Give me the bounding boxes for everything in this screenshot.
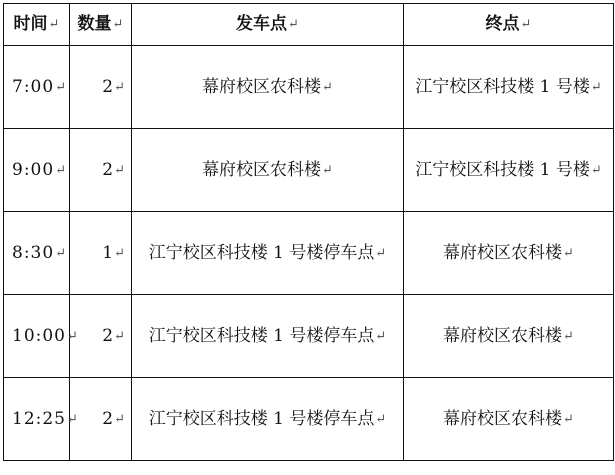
destination-point: 江宁校区科技楼 1 号楼 [415,76,590,97]
vehicle-count: 1 [102,242,114,263]
paragraph-mark-icon: ↵ [48,17,60,32]
header-row [4,4,614,46]
count-cell [70,129,132,212]
bus-schedule-table [3,3,614,461]
departure-point: 江宁校区科技楼 1 号楼停车点 [148,325,375,346]
paragraph-mark-icon: ↵ [55,162,68,178]
paragraph-mark-icon: ↵ [114,328,125,344]
destination-point: 江宁校区科技楼 1 号楼 [415,159,590,180]
paragraph-mark-icon: ↵ [590,79,602,95]
time-cell [4,129,70,212]
paragraph-mark-icon: ↵ [563,245,574,261]
time-cell [4,212,70,295]
paragraph-mark-icon: ↵ [114,245,125,261]
destination-cell [404,212,614,295]
departure-time: 9:00 [12,159,55,180]
vehicle-count: 2 [102,159,114,180]
header-time-label: 时间 [13,14,48,34]
paragraph-mark-icon: ↵ [112,17,124,32]
paragraph-mark-icon: ↵ [114,79,125,95]
header-count-label: 数量 [77,14,112,34]
departure-time: 8:30 [12,242,55,263]
vehicle-count: 2 [102,76,114,97]
table-row [4,129,614,212]
paragraph-mark-icon: ↵ [375,411,387,427]
time-cell [4,46,70,129]
time-cell [4,295,79,378]
paragraph-mark-icon: ↵ [375,328,387,344]
table-row [4,295,614,378]
departure-cell [132,212,404,295]
count-cell [70,46,132,129]
departure-point: 幕府校区农科楼 [202,159,322,180]
paragraph-mark-icon: ↵ [67,411,79,427]
departure-cell [132,46,404,129]
time-cell [4,378,79,461]
header-destination [404,4,614,46]
paragraph-mark-icon: ↵ [114,411,125,427]
departure-time: 12:25 [12,408,66,429]
table-row [4,378,614,461]
departure-cell [132,129,404,212]
paragraph-mark-icon: ↵ [67,328,79,344]
paragraph-mark-icon: ↵ [520,17,532,32]
vehicle-count: 2 [102,325,114,346]
paragraph-mark-icon: ↵ [114,162,125,178]
paragraph-mark-icon: ↵ [55,79,68,95]
departure-cell [132,295,404,378]
header-departure [132,4,404,46]
destination-point: 幕府校区农科楼 [443,408,563,429]
header-time [4,4,70,46]
table-row [4,212,614,295]
header-departure-label: 发车点 [236,14,288,34]
header-count [70,4,132,46]
departure-point: 幕府校区农科楼 [202,76,322,97]
header-destination-label: 终点 [485,14,520,34]
paragraph-mark-icon: ↵ [322,79,333,95]
paragraph-mark-icon: ↵ [55,245,68,261]
paragraph-mark-icon: ↵ [563,411,574,427]
count-cell [70,212,132,295]
paragraph-mark-icon: ↵ [375,245,387,261]
paragraph-mark-icon: ↵ [563,328,574,344]
destination-cell [404,46,614,129]
vehicle-count: 2 [102,408,114,429]
table-row [4,46,614,129]
destination-cell [404,378,614,461]
departure-time: 10:00 [12,325,66,346]
paragraph-mark-icon: ↵ [322,162,333,178]
paragraph-mark-icon: ↵ [590,162,602,178]
departure-cell [132,378,404,461]
departure-time: 7:00 [12,76,55,97]
destination-point: 幕府校区农科楼 [443,325,563,346]
departure-point: 江宁校区科技楼 1 号楼停车点 [148,242,375,263]
destination-cell [404,295,614,378]
destination-point: 幕府校区农科楼 [443,242,563,263]
departure-point: 江宁校区科技楼 1 号楼停车点 [148,408,375,429]
paragraph-mark-icon: ↵ [288,17,299,32]
destination-cell [404,129,614,212]
